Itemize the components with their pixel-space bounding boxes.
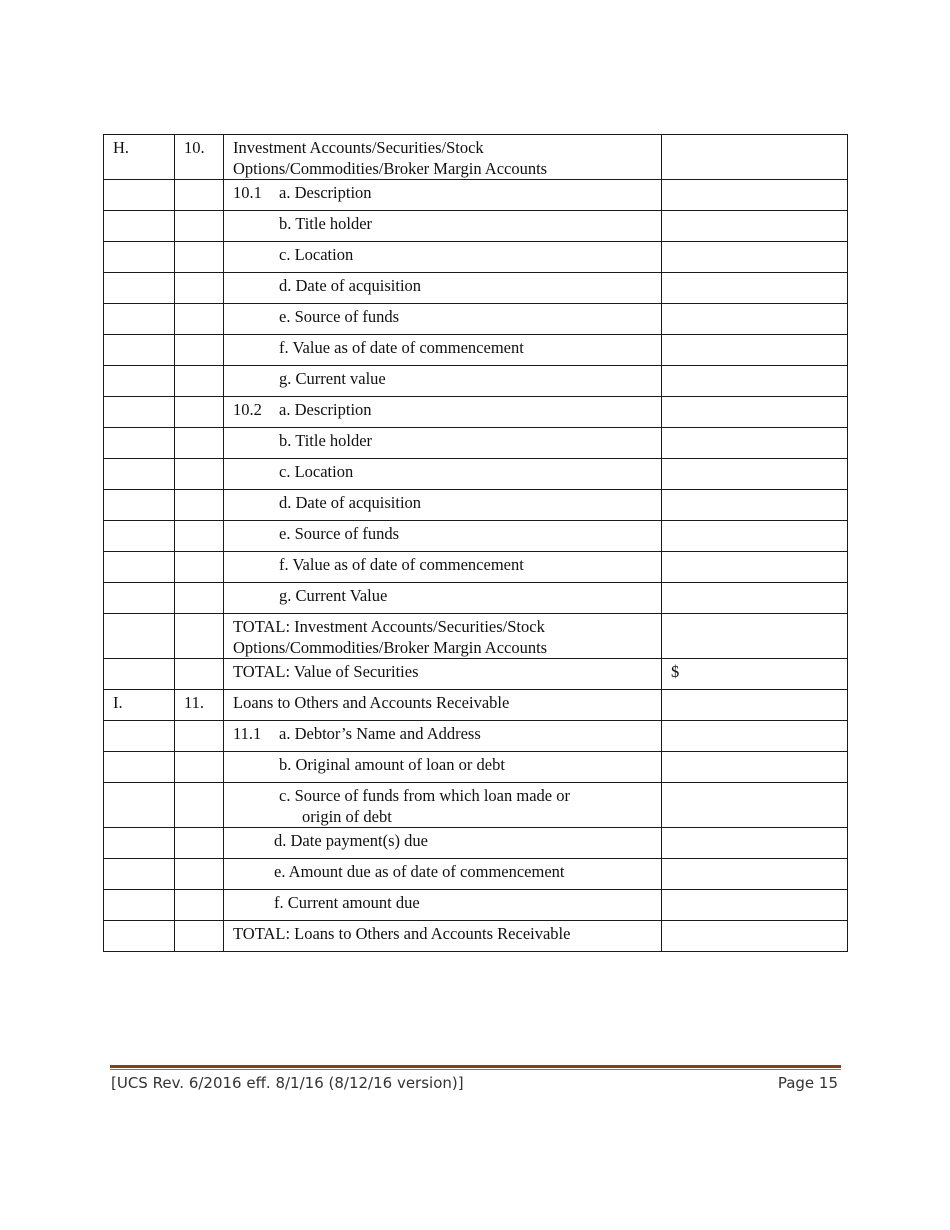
item-number: 10.1 (233, 183, 262, 202)
table-row (104, 428, 848, 459)
item-label: c. Location (224, 242, 662, 273)
item-label: 10.2 a. Description (224, 397, 662, 428)
section-title: Loans to Others and Accounts Receivable (224, 690, 662, 721)
value-cell[interactable] (662, 783, 848, 828)
item-number: 10.2 (233, 400, 262, 419)
value-cell[interactable] (662, 583, 848, 614)
section-letter: I. (104, 690, 175, 721)
total-securities-label: TOTAL: Value of Securities (224, 659, 662, 690)
table-row (104, 659, 848, 690)
value-cell[interactable] (662, 428, 848, 459)
value-cell[interactable] (662, 273, 848, 304)
financial-disclosure-table (103, 134, 848, 952)
table-row (104, 490, 848, 521)
table-row (104, 783, 848, 828)
value-cell[interactable] (662, 366, 848, 397)
item-label: c. Location (224, 459, 662, 490)
value-cell[interactable] (662, 397, 848, 428)
section-number: 10. (175, 135, 224, 180)
table-row (104, 752, 848, 783)
value-cell[interactable] (662, 242, 848, 273)
item-label: 10.1 a. Description (224, 180, 662, 211)
value-cell[interactable] (662, 552, 848, 583)
total-value-cell[interactable] (662, 614, 848, 659)
value-cell[interactable] (662, 335, 848, 366)
item-label: c. Source of funds from which loan made or origin of debt (224, 783, 662, 828)
item-label: d. Date payment(s) due (224, 828, 662, 859)
item-label: b. Title holder (224, 211, 662, 242)
value-cell[interactable] (662, 211, 848, 242)
table-row (104, 397, 848, 428)
table-row (104, 135, 848, 180)
value-cell[interactable] (662, 490, 848, 521)
item-label: f. Value as of date of commencement (224, 335, 662, 366)
section-letter: H. (104, 135, 175, 180)
total-label: TOTAL: Investment Accounts/Securities/Stock Options/Commodities/Broker Margin Accounts (224, 614, 662, 659)
footer-divider (110, 1065, 841, 1068)
item-label: g. Current value (224, 366, 662, 397)
total-label: TOTAL: Loans to Others and Accounts Receivable (224, 921, 662, 952)
table-row (104, 552, 848, 583)
item-label: e. Amount due as of date of commencement (224, 859, 662, 890)
item-label: b. Title holder (224, 428, 662, 459)
value-cell[interactable] (662, 304, 848, 335)
table-row (104, 828, 848, 859)
footer-divider-thin (110, 1069, 841, 1070)
value-cell[interactable] (662, 180, 848, 211)
table-row (104, 242, 848, 273)
item-label: d. Date of acquisition (224, 273, 662, 304)
table-row (104, 211, 848, 242)
item-label: e. Source of funds (224, 304, 662, 335)
item-label: g. Current Value (224, 583, 662, 614)
table-row (104, 521, 848, 552)
total-securities-value[interactable] (662, 659, 848, 690)
value-cell[interactable] (662, 752, 848, 783)
table-row (104, 335, 848, 366)
item-label: d. Date of acquisition (224, 490, 662, 521)
total-value-cell[interactable] (662, 921, 848, 952)
table-row (104, 459, 848, 490)
section-title-line2: Options/Commodities/Broker Margin Accounts (233, 159, 548, 178)
value-cell[interactable] (662, 459, 848, 490)
item-label: e. Source of funds (224, 521, 662, 552)
footer-revision: [UCS Rev. 6/2016 eff. 8/1/16 (8/12/16 version)] (111, 1074, 464, 1092)
value-cell[interactable] (662, 135, 848, 180)
table-row (104, 890, 848, 921)
page-number: Page 15 (777, 1074, 838, 1092)
item-label: f. Current amount due (224, 890, 662, 921)
item-label: b. Original amount of loan or debt (224, 752, 662, 783)
item-label: 11.1 a. Debtor’s Name and Address (224, 721, 662, 752)
currency-symbol: $ (671, 662, 680, 681)
section-number: 11. (175, 690, 224, 721)
value-cell[interactable] (662, 859, 848, 890)
table-row (104, 273, 848, 304)
value-cell[interactable] (662, 828, 848, 859)
table-row (104, 690, 848, 721)
table-row (104, 859, 848, 890)
table-row (104, 304, 848, 335)
table-row (104, 614, 848, 659)
table-row (104, 721, 848, 752)
table-row (104, 921, 848, 952)
value-cell[interactable] (662, 690, 848, 721)
value-cell[interactable] (662, 721, 848, 752)
item-number: 11.1 (233, 724, 262, 743)
value-cell[interactable] (662, 521, 848, 552)
table-row (104, 366, 848, 397)
table-row (104, 583, 848, 614)
section-title (224, 135, 662, 180)
item-label: f. Value as of date of commencement (224, 552, 662, 583)
section-title-line1: Investment Accounts/Securities/Stock (233, 138, 484, 157)
table-row (104, 180, 848, 211)
value-cell[interactable] (662, 890, 848, 921)
